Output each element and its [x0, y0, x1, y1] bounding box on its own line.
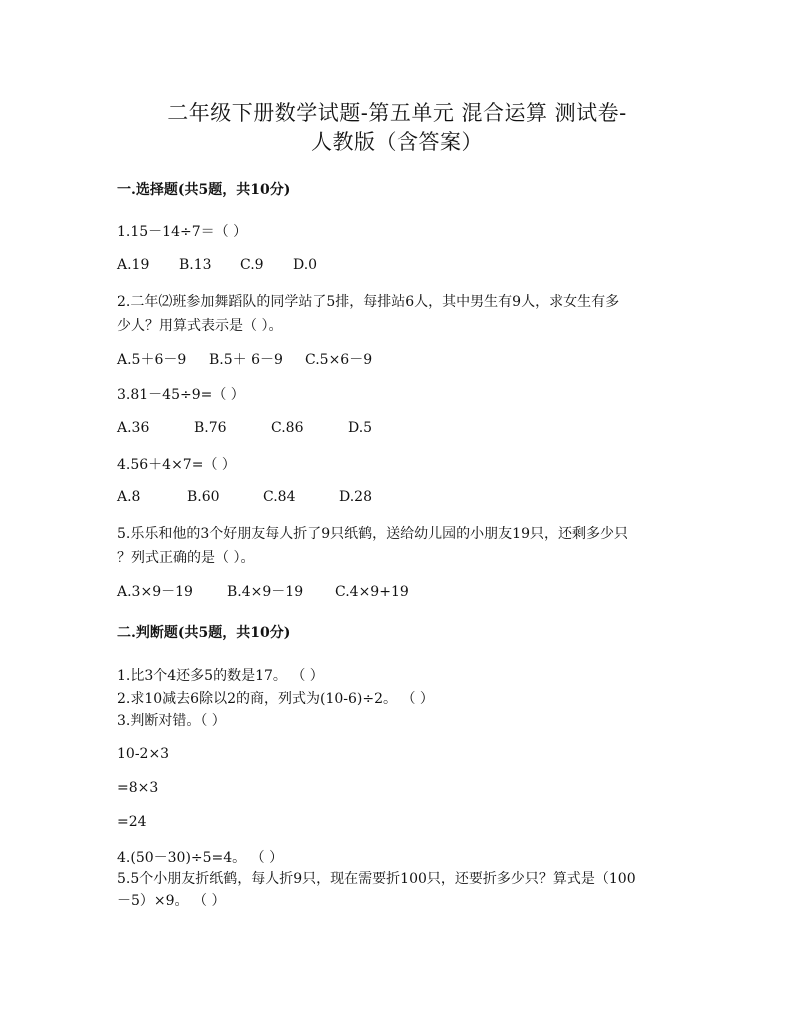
question-1-text: 1.15－14÷7＝（ ） [117, 224, 248, 240]
option-b: B.5＋ 6－9 [209, 352, 283, 368]
question-1-options [117, 257, 317, 273]
question-2-text-line-2: 少人？用算式表示是（ ）。 [117, 318, 283, 334]
option-b: B.60 [187, 489, 220, 505]
option-c: C.5×6－9 [305, 352, 373, 368]
judge-question-3: 3.判断对错。（ ） [117, 713, 226, 729]
question-2-options [117, 349, 372, 369]
option-b: B.4×9－19 [227, 584, 304, 600]
page-title-line-1: 二年级下册数学试题-第五单元 混合运算 测试卷- [167, 101, 627, 125]
option-a: A.8 [117, 489, 141, 505]
judge-question-4: 4.(50－30)÷5=4。 （ ） [117, 850, 284, 866]
option-a: A.36 [117, 420, 150, 436]
judge-question-5-line-1: 5.5个小朋友折纸鹤，每人折9只，现在需要折100只，还要折多少只？算式是（100 [117, 871, 636, 887]
section-heading-multiple-choice: 一.选择题(共5题，共10分) [117, 182, 291, 198]
option-c: C.4×9+19 [335, 584, 409, 600]
question-5-text-line-1: 5.乐乐和他的3个好朋友每人折了9只纸鹤，送给幼儿园的小朋友19只，还剩多少只 [117, 526, 628, 542]
question-3-options [117, 420, 372, 436]
option-c: C.9 [240, 257, 264, 273]
judge-question-1: 1.比3个4还多5的数是17。 （ ） [117, 668, 324, 684]
option-d: D.5 [348, 420, 373, 436]
option-b: B.76 [194, 420, 227, 436]
question-4-options [117, 489, 372, 505]
question-2-text-line-1: 2.二年⑵班参加舞蹈队的同学站了5排，每排站6人，其中男生有9人，求女生有多 [117, 294, 620, 310]
option-c: C.84 [263, 489, 296, 505]
option-a: A.3×9－19 [117, 584, 193, 600]
option-a: A.19 [117, 257, 150, 273]
judge-question-3-step-1: 10-2×3 [117, 746, 170, 762]
section-heading-true-false: 二.判断题(共5题，共10分) [117, 625, 291, 641]
judge-question-5-line-2: －5）×9。 （ ） [117, 893, 226, 909]
judge-question-2: 2.求10减去6除以2的商，列式为(10-6)÷2。 （ ） [117, 691, 434, 707]
question-3-text: 3.81－45÷9=（ ） [117, 387, 245, 403]
judge-question-3-step-3: =24 [117, 814, 147, 830]
page-title-line-2: 人教版（含答案） [311, 130, 483, 154]
question-4-text: 4.56＋4×7=（ ） [117, 457, 236, 473]
question-5-options [117, 581, 409, 601]
option-c: C.86 [271, 420, 304, 436]
judge-question-3-step-2: =8×3 [117, 780, 159, 796]
option-b: B.13 [179, 257, 212, 273]
option-d: D.0 [293, 257, 318, 273]
option-a: A.5＋6－9 [117, 352, 187, 368]
question-5-text-line-2: ？列式正确的是（ ）。 [117, 550, 255, 566]
option-d: D.28 [339, 489, 372, 505]
